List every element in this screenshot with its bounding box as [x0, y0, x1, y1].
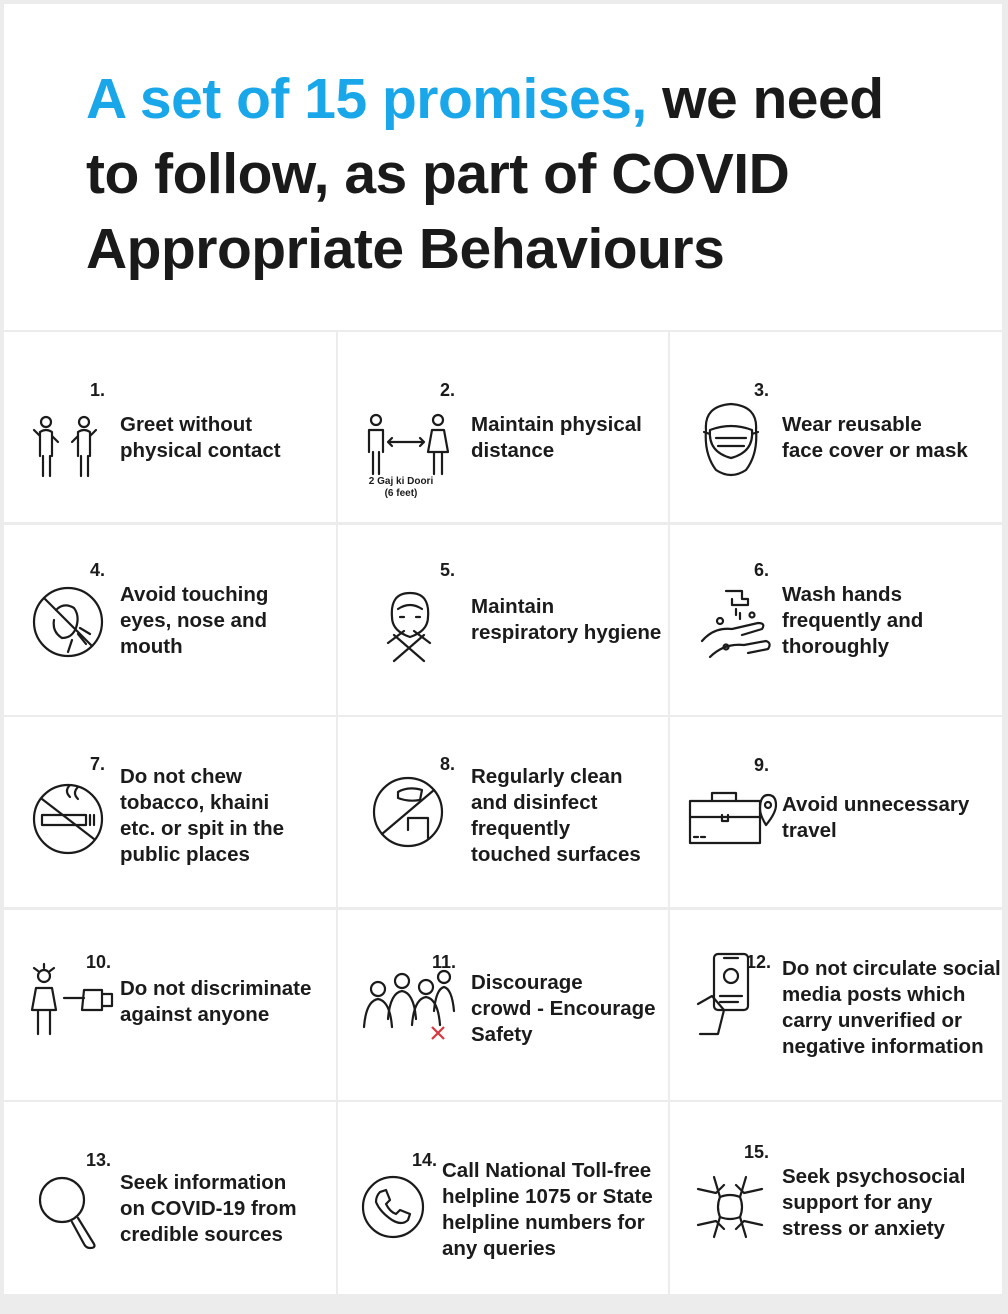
- promise-card: [670, 1102, 1002, 1294]
- promise-card: [670, 525, 1002, 715]
- promise-text-line: media posts which: [782, 983, 966, 1006]
- promise-number: 6.: [754, 560, 770, 580]
- promise-number: 4.: [90, 560, 106, 580]
- promise-text-line: distance: [471, 439, 555, 462]
- promise-text-line: support for any: [782, 1191, 933, 1214]
- support-hands-icon: [690, 1167, 770, 1247]
- disinfect-surface-icon: [368, 772, 448, 852]
- promise-number: 10.: [86, 952, 112, 972]
- no-discrimination-icon: [26, 960, 122, 1040]
- distance-caption: [356, 476, 446, 500]
- promise-text: [471, 594, 661, 646]
- promise-card: [338, 717, 668, 907]
- promise-text: [471, 764, 641, 868]
- promise-text-line: negative information: [782, 1035, 984, 1058]
- promise-card: [338, 1102, 668, 1294]
- promise-text-line: frequently and: [782, 609, 924, 632]
- promise-text-line: travel: [782, 819, 837, 842]
- promise-number: 14.: [412, 1150, 438, 1170]
- promise-text-line: Wash hands: [782, 583, 902, 606]
- promise-text-line: against anyone: [120, 1003, 270, 1026]
- promise-text-line: Seek information: [120, 1171, 287, 1194]
- promise-card: [4, 910, 336, 1100]
- promise-text-line: eyes, nose and: [120, 609, 267, 632]
- promise-text: [782, 792, 969, 844]
- promise-text-line: physical contact: [120, 439, 281, 462]
- promise-text: [471, 970, 656, 1048]
- promise-text-line: Seek psychosocial: [782, 1165, 966, 1188]
- promise-text-line: Maintain physical: [471, 413, 642, 436]
- magnifier-icon: [34, 1172, 104, 1252]
- promise-number: 13.: [86, 1150, 112, 1170]
- cough-cover-icon: [374, 587, 444, 667]
- promise-number: 15.: [744, 1142, 770, 1162]
- title-line1-rest: we need: [646, 67, 884, 131]
- promise-number: 7.: [90, 754, 106, 774]
- promise-text-line: etc. or spit in the: [120, 817, 285, 840]
- promise-number: 2.: [440, 380, 456, 400]
- promise-text-line: thoroughly: [782, 635, 890, 658]
- promise-text-line: Call National Toll-free: [442, 1159, 652, 1182]
- distance-caption-line: (6 feet): [384, 488, 418, 499]
- promise-text: [782, 1164, 965, 1242]
- promise-number: 1.: [90, 380, 106, 400]
- face-mask-icon: [696, 400, 766, 480]
- promise-text-line: Discourage: [471, 971, 583, 994]
- promise-text-line: Do not chew: [120, 765, 242, 788]
- crowd-icon: [358, 967, 458, 1043]
- title-highlight: A set of 15 promises,: [86, 67, 647, 131]
- promise-text-line: Wear reusable: [782, 413, 922, 436]
- promise-text: [782, 582, 923, 660]
- promise-card: [4, 332, 336, 522]
- promise-text-line: frequently: [471, 817, 571, 840]
- promise-text: [120, 1170, 297, 1248]
- hand-wash-icon: [696, 587, 776, 667]
- title-line2: to follow, as part of COVID: [86, 142, 790, 206]
- promise-text: [120, 764, 284, 868]
- promise-text: [120, 412, 281, 464]
- promise-text-line: Do not circulate social: [782, 957, 1001, 980]
- header-panel: [4, 4, 1002, 330]
- promise-text-line: Greet without: [120, 413, 253, 436]
- promise-card: [670, 910, 1002, 1100]
- promise-number: 12.: [746, 952, 772, 972]
- no-face-touch-icon: [28, 582, 108, 662]
- promise-number: 8.: [440, 754, 456, 774]
- no-tobacco-icon: [28, 777, 108, 857]
- distance-caption-line: 2 Gaj ki Doori: [368, 476, 434, 487]
- promise-text-line: touched surfaces: [471, 843, 641, 866]
- promise-text-line: Do not discriminate: [120, 977, 312, 1000]
- phone-call-icon: [358, 1172, 428, 1242]
- promise-text-line: any queries: [442, 1237, 556, 1260]
- promise-text-line: and disinfect: [471, 791, 598, 814]
- promise-text-line: Avoid touching: [120, 583, 269, 606]
- promise-text-line: crowd - Encourage: [471, 997, 656, 1020]
- promise-text-line: Safety: [471, 1023, 533, 1046]
- promise-text-line: stress or anxiety: [782, 1217, 945, 1240]
- promise-text-line: credible sources: [120, 1223, 283, 1246]
- greeting-people-icon: [28, 412, 108, 482]
- promise-card: [338, 525, 668, 715]
- promise-text-line: helpline 1075 or State: [442, 1185, 653, 1208]
- promise-card: [338, 332, 668, 522]
- promise-card: [670, 332, 1002, 522]
- page-title: [86, 62, 966, 287]
- phone-message-icon: [694, 950, 754, 1036]
- promise-text-line: tobacco, khaini: [120, 791, 270, 814]
- promise-number: 9.: [754, 755, 770, 775]
- promise-card: [670, 717, 1002, 907]
- promise-text: [120, 582, 268, 660]
- physical-distance-icon: [362, 412, 452, 482]
- promise-card: [4, 1102, 336, 1294]
- promise-number: 5.: [440, 560, 456, 580]
- promise-number: 11.: [432, 952, 457, 972]
- travel-briefcase-icon: [686, 787, 778, 847]
- promise-card: [4, 525, 336, 715]
- title-line3: Appropriate Behaviours: [86, 217, 725, 281]
- promise-text-line: Regularly clean: [471, 765, 623, 788]
- promise-text-line: face cover or mask: [782, 439, 968, 462]
- promise-text: [442, 1158, 653, 1262]
- promise-number: 3.: [754, 380, 770, 400]
- promise-text: [471, 412, 642, 464]
- promise-text-line: helpline numbers for: [442, 1211, 645, 1234]
- promise-card: [4, 717, 336, 907]
- promise-text-line: Maintain: [471, 595, 555, 618]
- promise-text-line: carry unverified or: [782, 1009, 963, 1032]
- promise-text: [120, 976, 311, 1028]
- promise-text-line: public places: [120, 843, 250, 866]
- promise-text: [782, 956, 1001, 1060]
- promise-text-line: Avoid unnecessary: [782, 793, 970, 816]
- promise-text-line: on COVID-19 from: [120, 1197, 297, 1220]
- promise-text: [782, 412, 968, 464]
- promise-text-line: respiratory hygiene: [471, 621, 662, 644]
- promise-card: [338, 910, 668, 1100]
- promise-text-line: mouth: [120, 635, 183, 658]
